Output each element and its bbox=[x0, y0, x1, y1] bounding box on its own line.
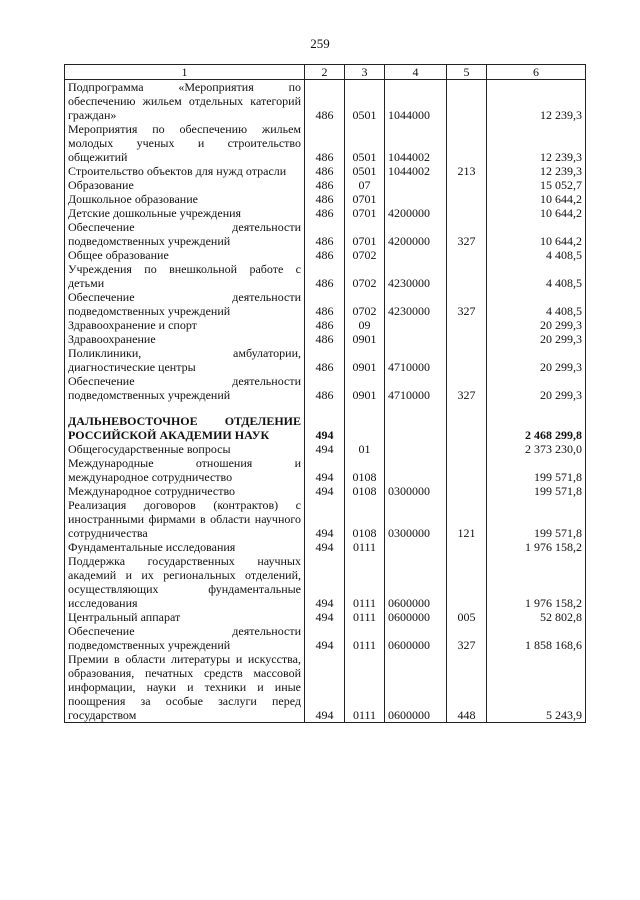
table-row bbox=[65, 206, 586, 220]
amount-cell: 10 644,2 bbox=[487, 206, 586, 220]
row-name-cell: Премии в области литературы и искусства, образования, печатных средств массовой информации, науки и техники и иные поощрения за особые заслуги перед государством bbox=[65, 652, 305, 723]
table-row bbox=[65, 80, 586, 123]
section-code-cell: 0701 bbox=[345, 220, 385, 248]
row-name-cell: Образование bbox=[65, 178, 305, 192]
row-name-cell: Обеспечение деятельности подведомственных учреждений bbox=[65, 624, 305, 652]
target-item-cell bbox=[385, 402, 447, 442]
ministry-code-cell: 486 bbox=[305, 164, 345, 178]
section-code-cell: 0501 bbox=[345, 80, 385, 123]
amount-cell: 2 468 299,8 bbox=[487, 402, 586, 442]
section-code-cell: 0111 bbox=[345, 624, 385, 652]
amount-cell: 1 976 158,2 bbox=[487, 540, 586, 554]
target-item-cell: 1044000 bbox=[385, 80, 447, 123]
ministry-code-cell: 486 bbox=[305, 220, 345, 248]
target-item-cell: 4710000 bbox=[385, 346, 447, 374]
amount-cell: 2 373 230,0 bbox=[487, 442, 586, 456]
target-item-cell: 0300000 bbox=[385, 484, 447, 498]
table-row bbox=[65, 498, 586, 540]
target-item-cell bbox=[385, 442, 447, 456]
target-item-cell bbox=[385, 540, 447, 554]
expense-type-cell bbox=[447, 262, 487, 290]
amount-cell: 10 644,2 bbox=[487, 220, 586, 248]
table-row bbox=[65, 332, 586, 346]
expense-type-cell bbox=[447, 442, 487, 456]
expense-type-cell bbox=[447, 122, 487, 164]
row-name-cell: Общее образование bbox=[65, 248, 305, 262]
table-row bbox=[65, 652, 586, 723]
row-name-cell: ДАЛЬНЕВОСТОЧНОЕ ОТДЕЛЕНИЕ РОССИЙСКОЙ АКАДЕМИИ НАУК bbox=[65, 402, 305, 442]
table-row bbox=[65, 374, 586, 402]
ministry-code-cell: 494 bbox=[305, 652, 345, 723]
expense-type-cell: 213 bbox=[447, 164, 487, 178]
ministry-code-cell: 486 bbox=[305, 192, 345, 206]
expense-type-cell bbox=[447, 554, 487, 610]
expense-type-cell bbox=[447, 318, 487, 332]
target-item-cell: 0600000 bbox=[385, 554, 447, 610]
table-row bbox=[65, 164, 586, 178]
row-name-cell: Мероприятия по обеспечению жильем молодых ученых и строительство общежитий bbox=[65, 122, 305, 164]
row-name-cell: Центральный аппарат bbox=[65, 610, 305, 624]
row-name-cell: Учреждения по внешкольной работе с детьми bbox=[65, 262, 305, 290]
target-item-cell bbox=[385, 456, 447, 484]
ministry-code-cell: 494 bbox=[305, 402, 345, 442]
row-name-cell: Здравоохранение bbox=[65, 332, 305, 346]
target-item-cell: 4200000 bbox=[385, 206, 447, 220]
expense-type-cell: 327 bbox=[447, 374, 487, 402]
ministry-code-cell: 486 bbox=[305, 206, 345, 220]
table-row bbox=[65, 456, 586, 484]
table-row bbox=[65, 290, 586, 318]
column-header-5: 5 bbox=[447, 65, 487, 80]
ministry-code-cell: 486 bbox=[305, 332, 345, 346]
ministry-code-cell: 494 bbox=[305, 554, 345, 610]
ministry-code-cell: 486 bbox=[305, 262, 345, 290]
amount-cell: 4 408,5 bbox=[487, 248, 586, 262]
target-item-cell: 4200000 bbox=[385, 220, 447, 248]
expense-type-cell: 327 bbox=[447, 290, 487, 318]
expense-type-cell bbox=[447, 80, 487, 123]
ministry-code-cell: 494 bbox=[305, 484, 345, 498]
section-code-cell: 0901 bbox=[345, 332, 385, 346]
amount-cell: 12 239,3 bbox=[487, 122, 586, 164]
ministry-code-cell: 486 bbox=[305, 248, 345, 262]
ministry-code-cell: 486 bbox=[305, 374, 345, 402]
amount-cell: 199 571,8 bbox=[487, 484, 586, 498]
amount-cell: 199 571,8 bbox=[487, 498, 586, 540]
section-code-cell: 0702 bbox=[345, 248, 385, 262]
section-code-cell: 01 bbox=[345, 442, 385, 456]
ministry-code-cell: 486 bbox=[305, 178, 345, 192]
column-header-1: 1 bbox=[65, 65, 305, 80]
column-header-2: 2 bbox=[305, 65, 345, 80]
expense-type-cell bbox=[447, 332, 487, 346]
target-item-cell: 4230000 bbox=[385, 262, 447, 290]
amount-cell: 1 858 168,6 bbox=[487, 624, 586, 652]
expense-type-cell bbox=[447, 192, 487, 206]
budget-table bbox=[64, 64, 586, 723]
column-header-3: 3 bbox=[345, 65, 385, 80]
ministry-code-cell: 486 bbox=[305, 80, 345, 123]
amount-cell: 15 052,7 bbox=[487, 178, 586, 192]
table-row bbox=[65, 192, 586, 206]
section-code-cell: 0901 bbox=[345, 346, 385, 374]
expense-type-cell: 005 bbox=[447, 610, 487, 624]
table-row bbox=[65, 248, 586, 262]
section-code-cell: 0501 bbox=[345, 164, 385, 178]
ministry-code-cell: 486 bbox=[305, 346, 345, 374]
table-row bbox=[65, 318, 586, 332]
table-row bbox=[65, 402, 586, 442]
row-name-cell: Дошкольное образование bbox=[65, 192, 305, 206]
column-header-4: 4 bbox=[385, 65, 447, 80]
expense-type-cell bbox=[447, 346, 487, 374]
amount-cell: 4 408,5 bbox=[487, 262, 586, 290]
table-row bbox=[65, 554, 586, 610]
amount-cell: 5 243,9 bbox=[487, 652, 586, 723]
section-code-cell: 0702 bbox=[345, 290, 385, 318]
target-item-cell: 0600000 bbox=[385, 624, 447, 652]
row-name-cell: Обеспечение деятельности подведомственных учреждений bbox=[65, 290, 305, 318]
amount-cell: 4 408,5 bbox=[487, 290, 586, 318]
row-name-cell: Общегосударственные вопросы bbox=[65, 442, 305, 456]
row-name-cell: Здравоохранение и спорт bbox=[65, 318, 305, 332]
target-item-cell: 1044002 bbox=[385, 122, 447, 164]
target-item-cell bbox=[385, 332, 447, 346]
expense-type-cell bbox=[447, 206, 487, 220]
section-code-cell: 0111 bbox=[345, 540, 385, 554]
row-name-cell: Международные отношения и международное сотрудничество bbox=[65, 456, 305, 484]
section-code-cell: 0701 bbox=[345, 206, 385, 220]
table-row bbox=[65, 540, 586, 554]
target-item-cell bbox=[385, 318, 447, 332]
row-name-cell: Поддержка государственных научных академий и их региональных отделений, осуществляющих фундаментальные исследования bbox=[65, 554, 305, 610]
ministry-code-cell: 486 bbox=[305, 290, 345, 318]
ministry-code-cell: 494 bbox=[305, 540, 345, 554]
section-code-cell: 0108 bbox=[345, 484, 385, 498]
expense-type-cell bbox=[447, 456, 487, 484]
ministry-code-cell: 494 bbox=[305, 456, 345, 484]
target-item-cell bbox=[385, 192, 447, 206]
ministry-code-cell: 494 bbox=[305, 610, 345, 624]
amount-cell: 199 571,8 bbox=[487, 456, 586, 484]
row-name-cell: Международное сотрудничество bbox=[65, 484, 305, 498]
table-row bbox=[65, 624, 586, 652]
target-item-cell: 1044002 bbox=[385, 164, 447, 178]
table-row bbox=[65, 346, 586, 374]
row-name-cell: Поликлиники, амбулатории, диагностические центры bbox=[65, 346, 305, 374]
section-code-cell: 0901 bbox=[345, 374, 385, 402]
row-name-cell: Строительство объектов для нужд отрасли bbox=[65, 164, 305, 178]
amount-cell: 52 802,8 bbox=[487, 610, 586, 624]
ministry-code-cell: 494 bbox=[305, 624, 345, 652]
table-row bbox=[65, 610, 586, 624]
section-code-cell: 0108 bbox=[345, 456, 385, 484]
target-item-cell: 0300000 bbox=[385, 498, 447, 540]
expense-type-cell: 327 bbox=[447, 220, 487, 248]
target-item-cell: 4710000 bbox=[385, 374, 447, 402]
expense-type-cell bbox=[447, 248, 487, 262]
table-row bbox=[65, 122, 586, 164]
section-code-cell: 0111 bbox=[345, 652, 385, 723]
row-name-cell: Обеспечение деятельности подведомственных учреждений bbox=[65, 374, 305, 402]
column-header-6: 6 bbox=[487, 65, 586, 80]
expense-type-cell bbox=[447, 178, 487, 192]
table-row bbox=[65, 262, 586, 290]
amount-cell: 20 299,3 bbox=[487, 374, 586, 402]
section-code-cell: 0702 bbox=[345, 262, 385, 290]
table-row bbox=[65, 220, 586, 248]
ministry-code-cell: 486 bbox=[305, 122, 345, 164]
amount-cell: 12 239,3 bbox=[487, 80, 586, 123]
amount-cell: 10 644,2 bbox=[487, 192, 586, 206]
section-code-cell: 0501 bbox=[345, 122, 385, 164]
section-code-cell: 0108 bbox=[345, 498, 385, 540]
expense-type-cell bbox=[447, 484, 487, 498]
amount-cell: 12 239,3 bbox=[487, 164, 586, 178]
row-name-cell: Обеспечение деятельности подведомственных учреждений bbox=[65, 220, 305, 248]
expense-type-cell bbox=[447, 402, 487, 442]
ministry-code-cell: 494 bbox=[305, 498, 345, 540]
section-code-cell: 09 bbox=[345, 318, 385, 332]
amount-cell: 20 299,3 bbox=[487, 346, 586, 374]
ministry-code-cell: 486 bbox=[305, 318, 345, 332]
amount-cell: 1 976 158,2 bbox=[487, 554, 586, 610]
ministry-code-cell: 494 bbox=[305, 442, 345, 456]
row-name-cell: Фундаментальные исследования bbox=[65, 540, 305, 554]
expense-type-cell: 448 bbox=[447, 652, 487, 723]
expense-type-cell bbox=[447, 540, 487, 554]
table-body bbox=[65, 80, 586, 723]
amount-cell: 20 299,3 bbox=[487, 332, 586, 346]
section-code-cell: 0111 bbox=[345, 554, 385, 610]
section-code-cell: 0701 bbox=[345, 192, 385, 206]
target-item-cell: 0600000 bbox=[385, 610, 447, 624]
page-number: 259 bbox=[310, 36, 330, 51]
table-header-row bbox=[65, 65, 586, 80]
table-row bbox=[65, 442, 586, 456]
row-name-cell: Реализация договоров (контрактов) с иностранными фирмами в области научного сотрудничества bbox=[65, 498, 305, 540]
table-row bbox=[65, 484, 586, 498]
row-name-cell: Подпрограмма «Мероприятия по обеспечению жильем отдельных категорий граждан» bbox=[65, 80, 305, 123]
section-code-cell bbox=[345, 402, 385, 442]
section-code-cell: 07 bbox=[345, 178, 385, 192]
amount-cell: 20 299,3 bbox=[487, 318, 586, 332]
target-item-cell: 4230000 bbox=[385, 290, 447, 318]
target-item-cell bbox=[385, 178, 447, 192]
table-row bbox=[65, 178, 586, 192]
expense-type-cell: 121 bbox=[447, 498, 487, 540]
expense-type-cell: 327 bbox=[447, 624, 487, 652]
section-code-cell: 0111 bbox=[345, 610, 385, 624]
target-item-cell: 0600000 bbox=[385, 652, 447, 723]
row-name-cell: Детские дошкольные учреждения bbox=[65, 206, 305, 220]
target-item-cell bbox=[385, 248, 447, 262]
